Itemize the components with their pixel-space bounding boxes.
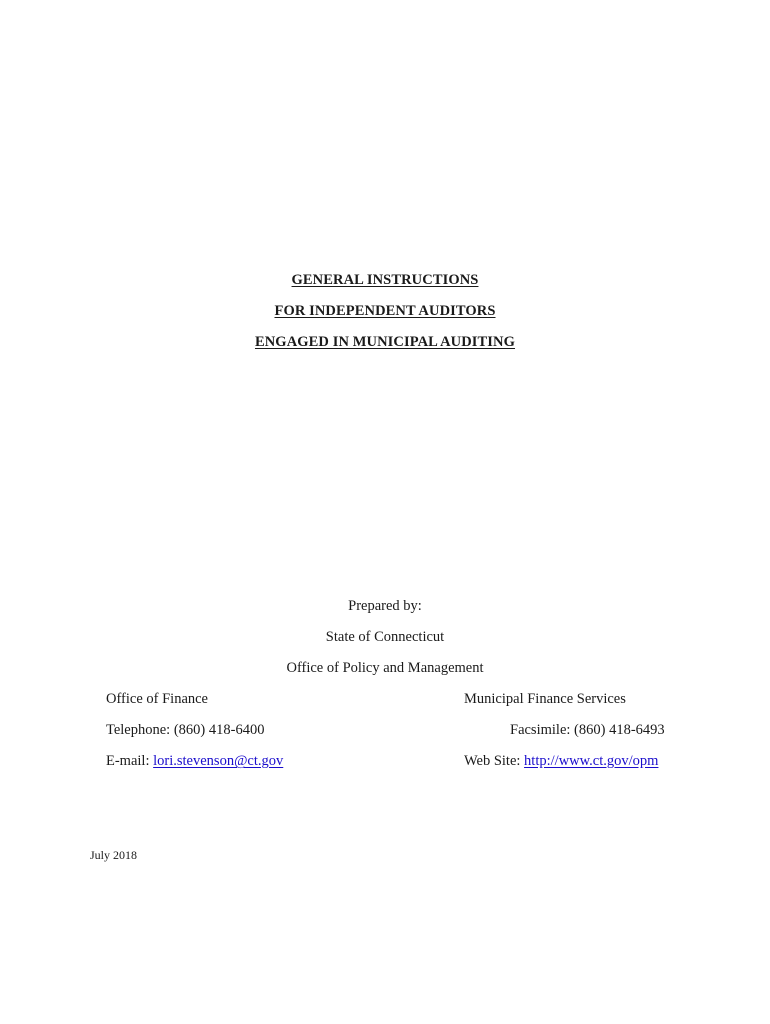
website-link[interactable]: http://www.ct.gov/opm	[524, 753, 659, 769]
prepared-by-label: Prepared by:	[348, 598, 422, 614]
telephone-number: Telephone: (860) 418-6400	[106, 722, 265, 738]
website-label: Web Site:	[464, 753, 525, 769]
office-of-finance: Office of Finance	[106, 691, 208, 707]
state-name: State of Connecticut	[325, 629, 445, 645]
municipal-finance-services: Municipal Finance Services	[464, 691, 626, 707]
email-line	[106, 753, 283, 770]
document-date: July 2018	[90, 848, 138, 862]
title-line-3: ENGAGED IN MUNICIPAL AUDITING	[254, 334, 516, 350]
facsimile-number: Facsimile: (860) 418-6493	[510, 722, 665, 738]
title-line-1: GENERAL INSTRUCTIONS	[291, 272, 479, 288]
office-name: Office of Policy and Management	[286, 660, 484, 676]
website-line	[464, 753, 658, 770]
title-line-2: FOR INDEPENDENT AUDITORS	[274, 303, 496, 319]
email-link[interactable]: lori.stevenson@ct.gov	[153, 753, 284, 769]
email-label: E-mail:	[106, 753, 154, 769]
